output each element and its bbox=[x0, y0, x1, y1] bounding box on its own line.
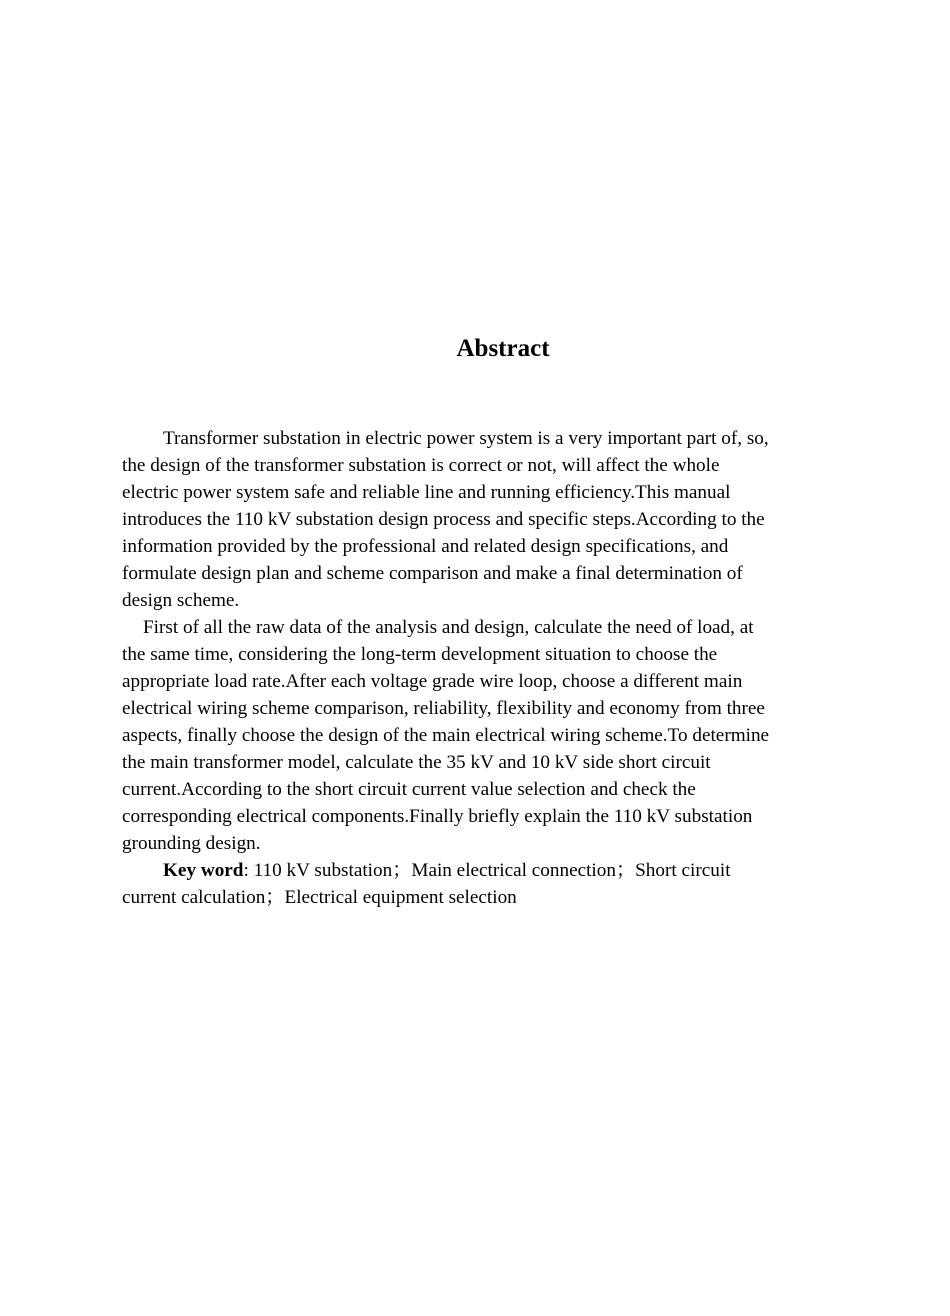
abstract-title: Abstract bbox=[456, 335, 550, 362]
text-line: First of all the raw data of the analysis and design, calculate the need of load, at bbox=[143, 617, 754, 638]
abstract-body bbox=[122, 425, 824, 911]
text-line: formulate design plan and scheme comparison and make a final determination of bbox=[122, 563, 743, 584]
text-line: the design of the transformer substation is correct or not, will affect the whole bbox=[122, 455, 720, 476]
text-line: aspects, finally choose the design of the main electrical wiring scheme.To determine bbox=[122, 725, 770, 746]
paragraph-method bbox=[122, 614, 824, 857]
text-line: electric power system safe and reliable line and running efficiency.This manual bbox=[122, 482, 731, 503]
paragraph-intro bbox=[122, 425, 824, 614]
keywords-paragraph bbox=[122, 857, 824, 911]
text-line: appropriate load rate.After each voltage grade wire loop, choose a different main bbox=[122, 671, 743, 692]
text-line: introduces the 110 kV substation design process and specific steps.According to the bbox=[122, 509, 765, 530]
text-line: design scheme. bbox=[122, 590, 240, 611]
keywords-line bbox=[122, 857, 824, 884]
keywords-label: Key word bbox=[163, 860, 244, 881]
text-line: the main transformer model, calculate the 35 kV and 10 kV side short circuit bbox=[122, 752, 711, 773]
text-line: corresponding electrical components.Finally briefly explain the 110 kV substation bbox=[122, 806, 753, 827]
text-line: Transformer substation in electric power system is a very important part of, so, bbox=[163, 428, 769, 449]
text-line: electrical wiring scheme comparison, reliability, flexibility and economy from three bbox=[122, 698, 765, 719]
text-line: the same time, considering the long-term development situation to choose the bbox=[122, 644, 718, 665]
text-line: grounding design. bbox=[122, 833, 261, 854]
keywords-line-continued: current calculation；Electrical equipment selection bbox=[122, 887, 517, 908]
keywords-list: : 110 kV substation；Main electrical connection；Short circuit bbox=[243, 860, 731, 881]
text-line: current.According to the short circuit current value selection and check the bbox=[122, 779, 696, 800]
text-line: information provided by the professional and related design specifications, and bbox=[122, 536, 729, 557]
